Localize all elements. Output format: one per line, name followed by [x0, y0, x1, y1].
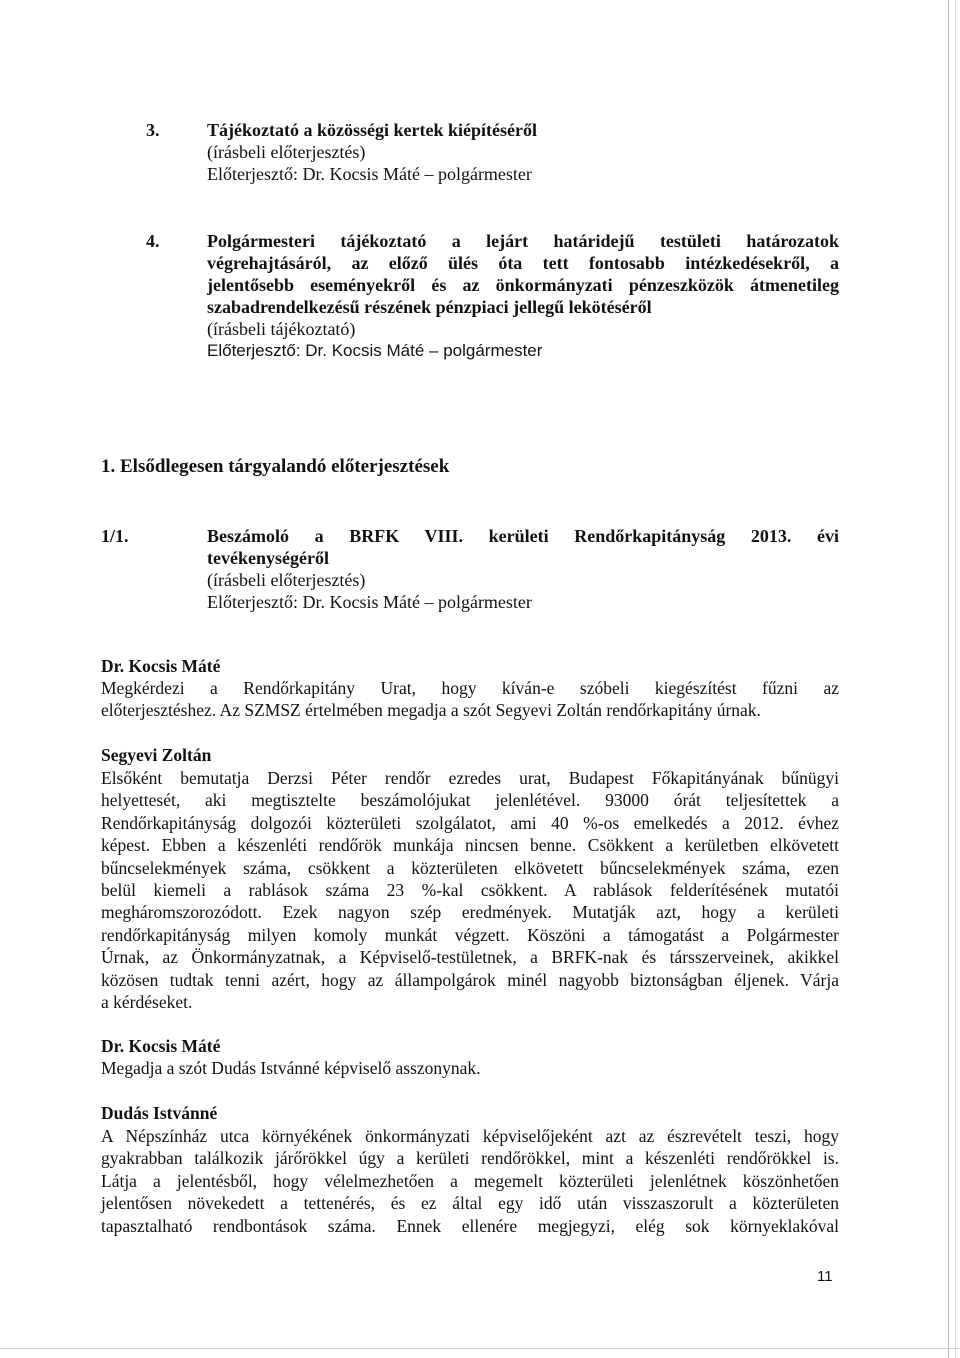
speech-line: képest. Ebben a készenléti rendőrök munkája nincsen benne. Csökkent a kerületben elkövetett: [101, 835, 839, 856]
agenda-item-1-1-number: 1/1.: [101, 526, 129, 546]
agenda-item-1-1-presenter: Előterjesztő: Dr. Kocsis Máté – polgármester: [207, 592, 532, 612]
speech-line: Megkérdezi a Rendőrkapitány Urat, hogy kíván-e szóbeli kiegészítést fűzni az: [101, 678, 839, 698]
speech-line: Elsőként bemutatja Derzsi Péter rendőr ezredes urat, Budapest Főkapitányának bűnügyi: [101, 768, 839, 788]
speech-line: rendőrkapitányság milyen komoly munkát végzett. Köszöni a támogatást a Polgármester: [101, 924, 839, 945]
speech-line: Látja a jelentésből, hogy vélelmezhetően a megemelt közterületi jelenlétnek köszönhetően: [101, 1170, 839, 1191]
speech-line: Megadja a szót Dudás Istvánné képviselő asszonynak.: [101, 1058, 481, 1078]
agenda-item-4: [207, 230, 839, 362]
agenda-item-4-number: 4.: [146, 231, 160, 251]
agenda-item-4-title-line: Polgármesteri tájékoztató a lejárt határidejű testületi határozatok: [207, 231, 839, 251]
speech-line: helyettesét, aki megtisztelte beszámolójukat jelenlétével. 93000 órát teljesítettek a: [101, 790, 839, 811]
speaker-name: Dudás Istvánné: [101, 1103, 218, 1123]
agenda-item-3: [207, 119, 839, 185]
scan-edge-line: [948, 0, 949, 1358]
speech-line: jelentősen növekedett a tettenérés, és ez által egy idő után visszaszorult a közterületen: [101, 1193, 839, 1214]
speech-text: [101, 1125, 839, 1237]
section-heading: 1. Elsődlegesen tárgyalandó előterjesztések: [101, 456, 450, 477]
speaker-name: Dr. Kocsis Máté: [101, 656, 221, 676]
agenda-item-1-1: [207, 525, 839, 613]
speech-text: [101, 677, 839, 722]
agenda-item-4-title-line: végrehajtásáról, az előző ülés óta tett fontosabb intézkedésekről, a: [207, 253, 839, 273]
agenda-item-3-type: (írásbeli előterjesztés): [207, 142, 366, 162]
agenda-item-4-title-line: jelentősebb eseményekről és az önkormányzati pénzeszközök átmenetileg: [207, 275, 839, 295]
speech-text: [101, 1057, 839, 1079]
speech-line: gyakrabban találkozik járőrökkel úgy a kerületi rendőrökkel, mint a készenléti rendőrökkel is.: [101, 1148, 839, 1169]
speech-line: Úrnak, az Önkormányzatnak, a Képviselő-testületnek, a BRFK-nak és társszerveinek, akikkel: [101, 947, 839, 968]
speech-text: [101, 767, 839, 1013]
speech-line: belül kiemeli a rablások száma 23 %-kal csökkent. A rablások felderítésének mutatói: [101, 880, 839, 901]
agenda-item-3-presenter: Előterjesztő: Dr. Kocsis Máté – polgármester: [207, 164, 532, 184]
page-number: 11: [817, 1268, 833, 1285]
speech-line: bűncselekmények száma, csökkent a közterületen elkövetett bűncselekmények száma, ezen: [101, 857, 839, 878]
agenda-item-1-1-title-line: tevékenységéről: [207, 548, 329, 568]
agenda-item-4-title-line: szabadrendelkezésű részének pénzpiaci jellegű lekötéséről: [207, 297, 652, 317]
speech-line: a kérdéseket.: [101, 992, 193, 1013]
scan-bottom-line: [0, 1348, 960, 1349]
speech-line: közösen tudtak tenni azért, hogy az állampolgárok minél nagyobb biztonságban éljenek. Várja: [101, 969, 839, 990]
agenda-item-1-1-type: (írásbeli előterjesztés): [207, 570, 366, 590]
speech-line: előterjesztéshez. Az SZMSZ értelmében megadja a szót Segyevi Zoltán rendőrkapitány úrnak.: [101, 700, 761, 721]
speech-line: A Népszínház utca környékének önkormányzati képviselőjeként azt az észrevételt teszi, hogy: [101, 1126, 839, 1146]
speaker-name: Segyevi Zoltán: [101, 745, 212, 765]
agenda-item-3-number: 3.: [146, 120, 160, 140]
speech-line: tapasztalható rendbontások száma. Ennek ellenére megjegyzi, elég sok környeklakóval: [101, 1215, 839, 1236]
agenda-item-1-1-title-line: Beszámoló a BRFK VIII. kerületi Rendőrkapitányság 2013. évi: [207, 526, 839, 546]
agenda-item-4-presenter: Előterjesztő: Dr. Kocsis Máté – polgármester: [207, 341, 543, 360]
speech-line: Rendőrkapitányság dolgozói közterületi szolgálatot, ami 40 %-os emelkedés a 2012. évhez: [101, 812, 839, 833]
speech-line: megháromszorozódott. Ezek nagyon szép eredmények. Mutatják azt, hogy a kerületi: [101, 902, 839, 923]
scan-edge-line-outer: [955, 0, 956, 1358]
agenda-item-4-type: (írásbeli tájékoztató): [207, 319, 356, 339]
speaker-name: Dr. Kocsis Máté: [101, 1036, 221, 1056]
agenda-item-3-title: Tájékoztató a közösségi kertek kiépítéséről: [207, 120, 537, 140]
